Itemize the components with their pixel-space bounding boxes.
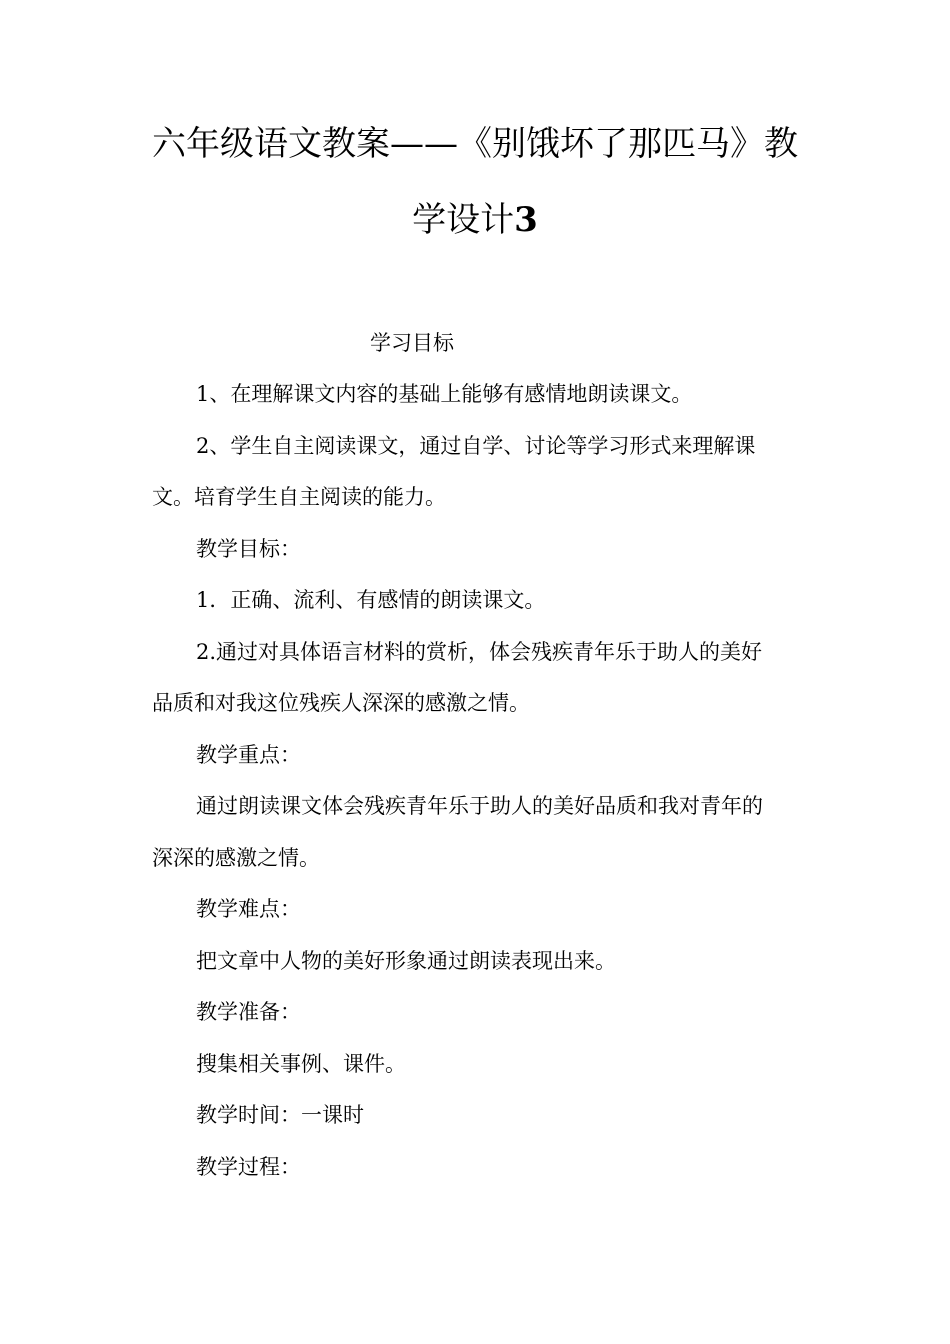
- preparation-text: 搜集相关事例、课件。: [196, 1052, 406, 1076]
- teaching-goals-label: 教学目标：: [196, 537, 301, 561]
- document-title-line-2: [120, 200, 830, 240]
- teaching-goal-2-line-1: 2.通过对具体语言材料的赏析，体会残疾青年乐于助人的美好: [196, 640, 763, 664]
- teaching-time: 教学时间：一课时: [196, 1103, 364, 1127]
- teaching-goal-2-line-2: 品质和对我这位残疾人深深的感激之情。: [152, 691, 530, 715]
- key-points-line-2: 深深的感激之情。: [152, 846, 320, 870]
- learning-goal-2-line-2: 文。培育学生自主阅读的能力。: [152, 485, 446, 509]
- key-points-line-1: 通过朗读课文体会残疾青年乐于助人的美好品质和我对青年的: [196, 794, 763, 818]
- difficulty-text: 把文章中人物的美好形象通过朗读表现出来。: [196, 949, 616, 973]
- learning-goal-2-line-1: 2、学生自主阅读课文，通过自学、讨论等学习形式来理解课: [196, 434, 756, 458]
- difficulty-label: 教学难点：: [196, 897, 301, 921]
- title-line-2-number: 3: [514, 200, 538, 240]
- learning-goal-1: 1、在理解课文内容的基础上能够有感情地朗读课文。: [196, 382, 693, 406]
- document-title-line-1: 六年级语文教案——《别饿坏了那匹马》教: [152, 124, 798, 164]
- key-points-label: 教学重点：: [196, 743, 301, 767]
- section-heading: 学习目标: [370, 331, 454, 355]
- preparation-label: 教学准备：: [196, 1000, 301, 1024]
- teaching-goal-1: 1．正确、流利、有感情的朗读课文。: [196, 588, 546, 612]
- process-label: 教学过程：: [196, 1155, 301, 1179]
- title-line-2-text: 学设计: [412, 200, 515, 240]
